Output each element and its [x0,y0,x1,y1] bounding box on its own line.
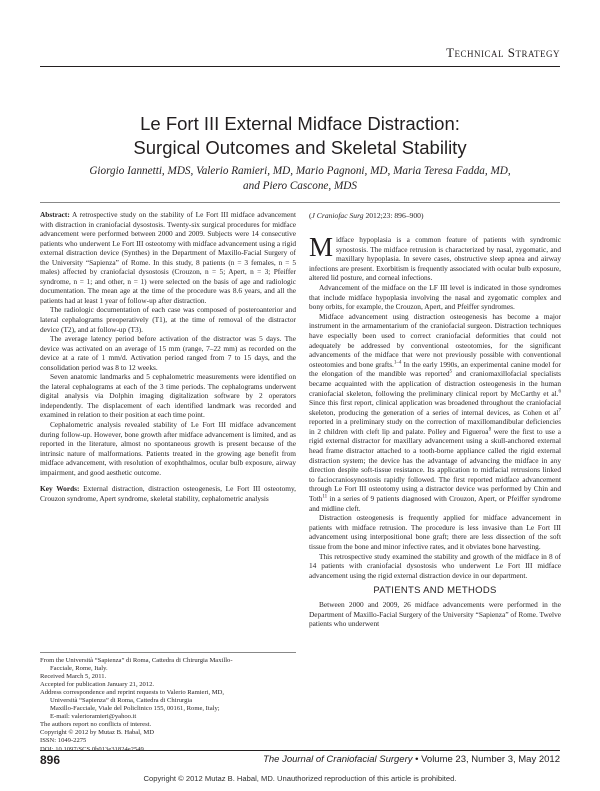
footnote-line: Accepted for publication January 21, 2012. [40,681,155,689]
abstract-paragraph: Abstract: A retrospective study on the stability of Le Fort III midface advancement with distraction in craniofacial dysostosis. Twenty-six surgical procedures for midface advancement were performed between 2000 and 2009. Subjects were 14 consecutive patients who underwent Le Fort III osteotomy with midface advancement using a rigid external distraction device (Synthes) in the Department of Maxillo-Facial Surgery of the University “Sapienza” of Rome. In this study, 8 patients (n = 3 females, n = 5 males) affected by craniofacial dysostosis (Crouzon, n = 5; Apert, n = 3; Pfeiffer syndrome, n = 1; and other, n = 1) were selected on the basis of age and radiologic documentation. The mean age at the time of the procedure was 8.6 years, and all the patients had at least 1 year of follow-up after distraction. [40,210,296,305]
journal-info [263,754,560,765]
drop-cap: M [309,232,334,262]
abstract-paragraph: Cephalometric analysis revealed stability of Le Fort III midface advancement during follow-up. However, bone growth after midface advancement is limited, and as reported in the literature, almost no spontaneous growth is present because of the intrinsic nature of malformations. Patients treated in the growing age benefit from midface advancement, with resolution of exophthalmos, ocular bulb exposure, airway impairment, and good aesthetic outcome. [40,420,296,477]
citation-details: 2012;23: 896–900) [363,211,424,220]
footnote-line: Facciale, Rome, Italy. [50,665,108,673]
title-rule [40,202,560,203]
section-label: Technical Strategy [446,45,560,60]
body-paragraph: Midface hypoplasia is a common feature of patients with syndromic synostosis. The midface retrusion is characterized by nasal, zygomatic, and maxillary hypoplasia. In severe cases, obstructive sleep apnea and airway infections are present. Exorbitism is frequently associated with ocular bulb exposure, altered lid posture, and corneal infections. [309,232,561,283]
body-text [309,232,561,629]
page-number: 896 [40,753,61,767]
title-line-2: Surgical Outcomes and Skeletal Stability [133,137,467,158]
footnote-line[interactable]: E-mail: valerioramieri@yahoo.it [50,713,137,721]
keywords: Key Words: External distraction, distraction osteogenesis, Le Fort III osteotomy, Crouzon syndrome, Apert syndrome, skeletal stability, cephalometric analysis [40,484,296,503]
abstract-paragraph: Seven anatomic landmarks and 5 cephalometric measurements were identified on the lateral cephalograms at each of the 3 time periods. The cephalograms underwent digital analysis via Dolphin imaging digitalization software by 2 operators independently. The displacement of each identified landmark was recorded and examined in relation to their position at each time point. [40,372,296,420]
footnote-line: Received March 5, 2011. [40,673,107,681]
citation: (J Craniofac Surg 2012;23: 896–900) [309,211,424,220]
reference-marker[interactable]: 11 [322,494,328,500]
article-title [40,112,560,160]
body-paragraph: Distraction osteogenesis is frequently applied for midface advancement in patients with midface retrusion. The procedure is less invasive than Le Fort III advancement using interpositional bone graft; there are less dissection of the soft tissue from the bone and minor infective rates, and it obviates bone harvesting. [309,513,561,551]
body-paragraph: Between 2000 and 2009, 26 midface advancements were performed in the Department of Maxillo-Facial Surgery of the University “Sapienza” of Rome. Twelve patients who underwent [309,599,561,629]
footnote-line: Address correspondence and reprint requests to Valerio Ramieri, MD, [40,689,225,697]
section-heading: PATIENTS AND METHODS [373,585,497,597]
footer-rule [40,750,560,751]
footnote-line: ISSN: 1049-2275 [40,737,87,745]
footnote-line: Copyright © 2012 by Mutaz B. Habal, MD [40,729,154,737]
abstract-rule [40,652,296,653]
copyright-notice: Copyright © 2012 Mutaz B. Habal, MD. Unauthorized reproduction of this article is prohibited. [143,774,457,783]
footnote-line: From the Università “Sapienza” di Roma, Cattedra di Chirurgia Maxillo- [40,657,233,664]
reference-marker[interactable]: 5 [449,369,452,375]
abstract-paragraph: The average latency period before activation of the distractor was 5 days. The device was activated on an average of 15 mm (range, 7–22 mm) as recorded on the device at a rate of 1 mm/d. Activation period ranged from 7 to 15 days, and the consolidation period was 8 to 12 weeks. [40,334,296,372]
reference-marker[interactable]: 1–4 [393,360,402,366]
reference-marker[interactable]: 6 [558,389,561,395]
reference-marker[interactable]: 8 [488,427,492,433]
abstract-paragraph: The radiologic documentation of each case was composed of posteroanterior and lateral cephalograms preoperatively (T1), at the time of removal of the distractor device (T2), and at follow-up (T3). [40,305,296,334]
body-paragraph: Advancement of the midface on the LF III level is indicated in those syndromes that include midface hypoplasia involving the nasal and zygomatic complex and bony orbits, for example, the Crouzon, Apert, and Pfeiffer syndromes. [309,282,561,312]
body-paragraph: Midface advancement using distraction osteogenesis has become a major instrument in the armamentarium of the craniofacial surgeon. Distraction techniques have especially been used to correct craniofacial deformities that could not adequately be addressed by conventional osteotomies, for the significant advancements of the midface that were not previously possible with conventional osteotomies and bone grafts.$^{1-4}$ In the early 1990s, an experimental canine model for the elongation of the mandible was reported$^5$ and craniomaxillofacial specialists became acquainted with the application of distraction osteogenesis in the human craniofacial skeleton, following the preliminary clinical report by McCarthy et al.$^6$ Since this first report, clinical application was broadened throughout the craniofacial skeleton, producing the generation of a series of internal devices, as Cohen et $al^7$ reported in a preliminary study on the correction of maxillomandibular deficiencies in 2 children with cleft lip and palate. Polley and Figueroa$^8$ were the first to use a rigid external distractor for maxillary advancement using a skull-anchored external head frame distractor attached to a tooth-borne appliance called the rigid external distraction system; the device has the advantage of advancing the midface in any direction despite soft-tissue resistance. Its application to midfacial retrusions linked to faciocraniosynostosis rapidly followed. The first reported midface advancement through Le Fort III osteotomy using a distractor device was performed by Chin and Toth$^{11}$ in a series of 9 patients diagnosed with Crouzon, Apert, or Pfeiffer syndrome and midline cleft. [309,311,561,513]
author-list [40,164,560,194]
volume-info: • Volume 23, Number 3, May 2012 [412,754,560,765]
keywords-label: Key Words: [40,484,80,494]
abstract-label: Abstract: [40,210,70,219]
footnote-line: The authors report no conflicts of interest. [40,721,152,729]
footnote-line: Università “Sapienza” di Roma, Cattedra di Chirurgia [50,697,193,705]
citation-journal: J Craniofac Surg [311,211,364,220]
authors-line-1: Giorgio Iannetti, MDS, Valerio Ramieri, MD, Mario Pagnoni, MD, Maria Teresa Fadda, MD, [89,165,511,177]
abstract [40,210,296,503]
authors-line-2: and Piero Cascone, MDS [243,180,357,192]
reference-marker[interactable]: 7 [558,408,561,414]
journal-name: The Journal of Craniofacial Surgery [263,754,413,765]
body-paragraph: This retrospective study examined the stability and growth of the midface in 8 of 14 patients with craniofacial dysostosis who underwent Le Fort III midface advancement using the rigid external distraction device in our department. [309,551,561,580]
footnote-line: Maxillo-Facciale, Viale del Policlinico 155, 00161, Rome, Italy; [50,705,220,713]
header-rule [40,66,560,67]
footnotes [40,657,296,754]
title-line-1: Le Fort III External Midface Distraction: [140,113,460,134]
